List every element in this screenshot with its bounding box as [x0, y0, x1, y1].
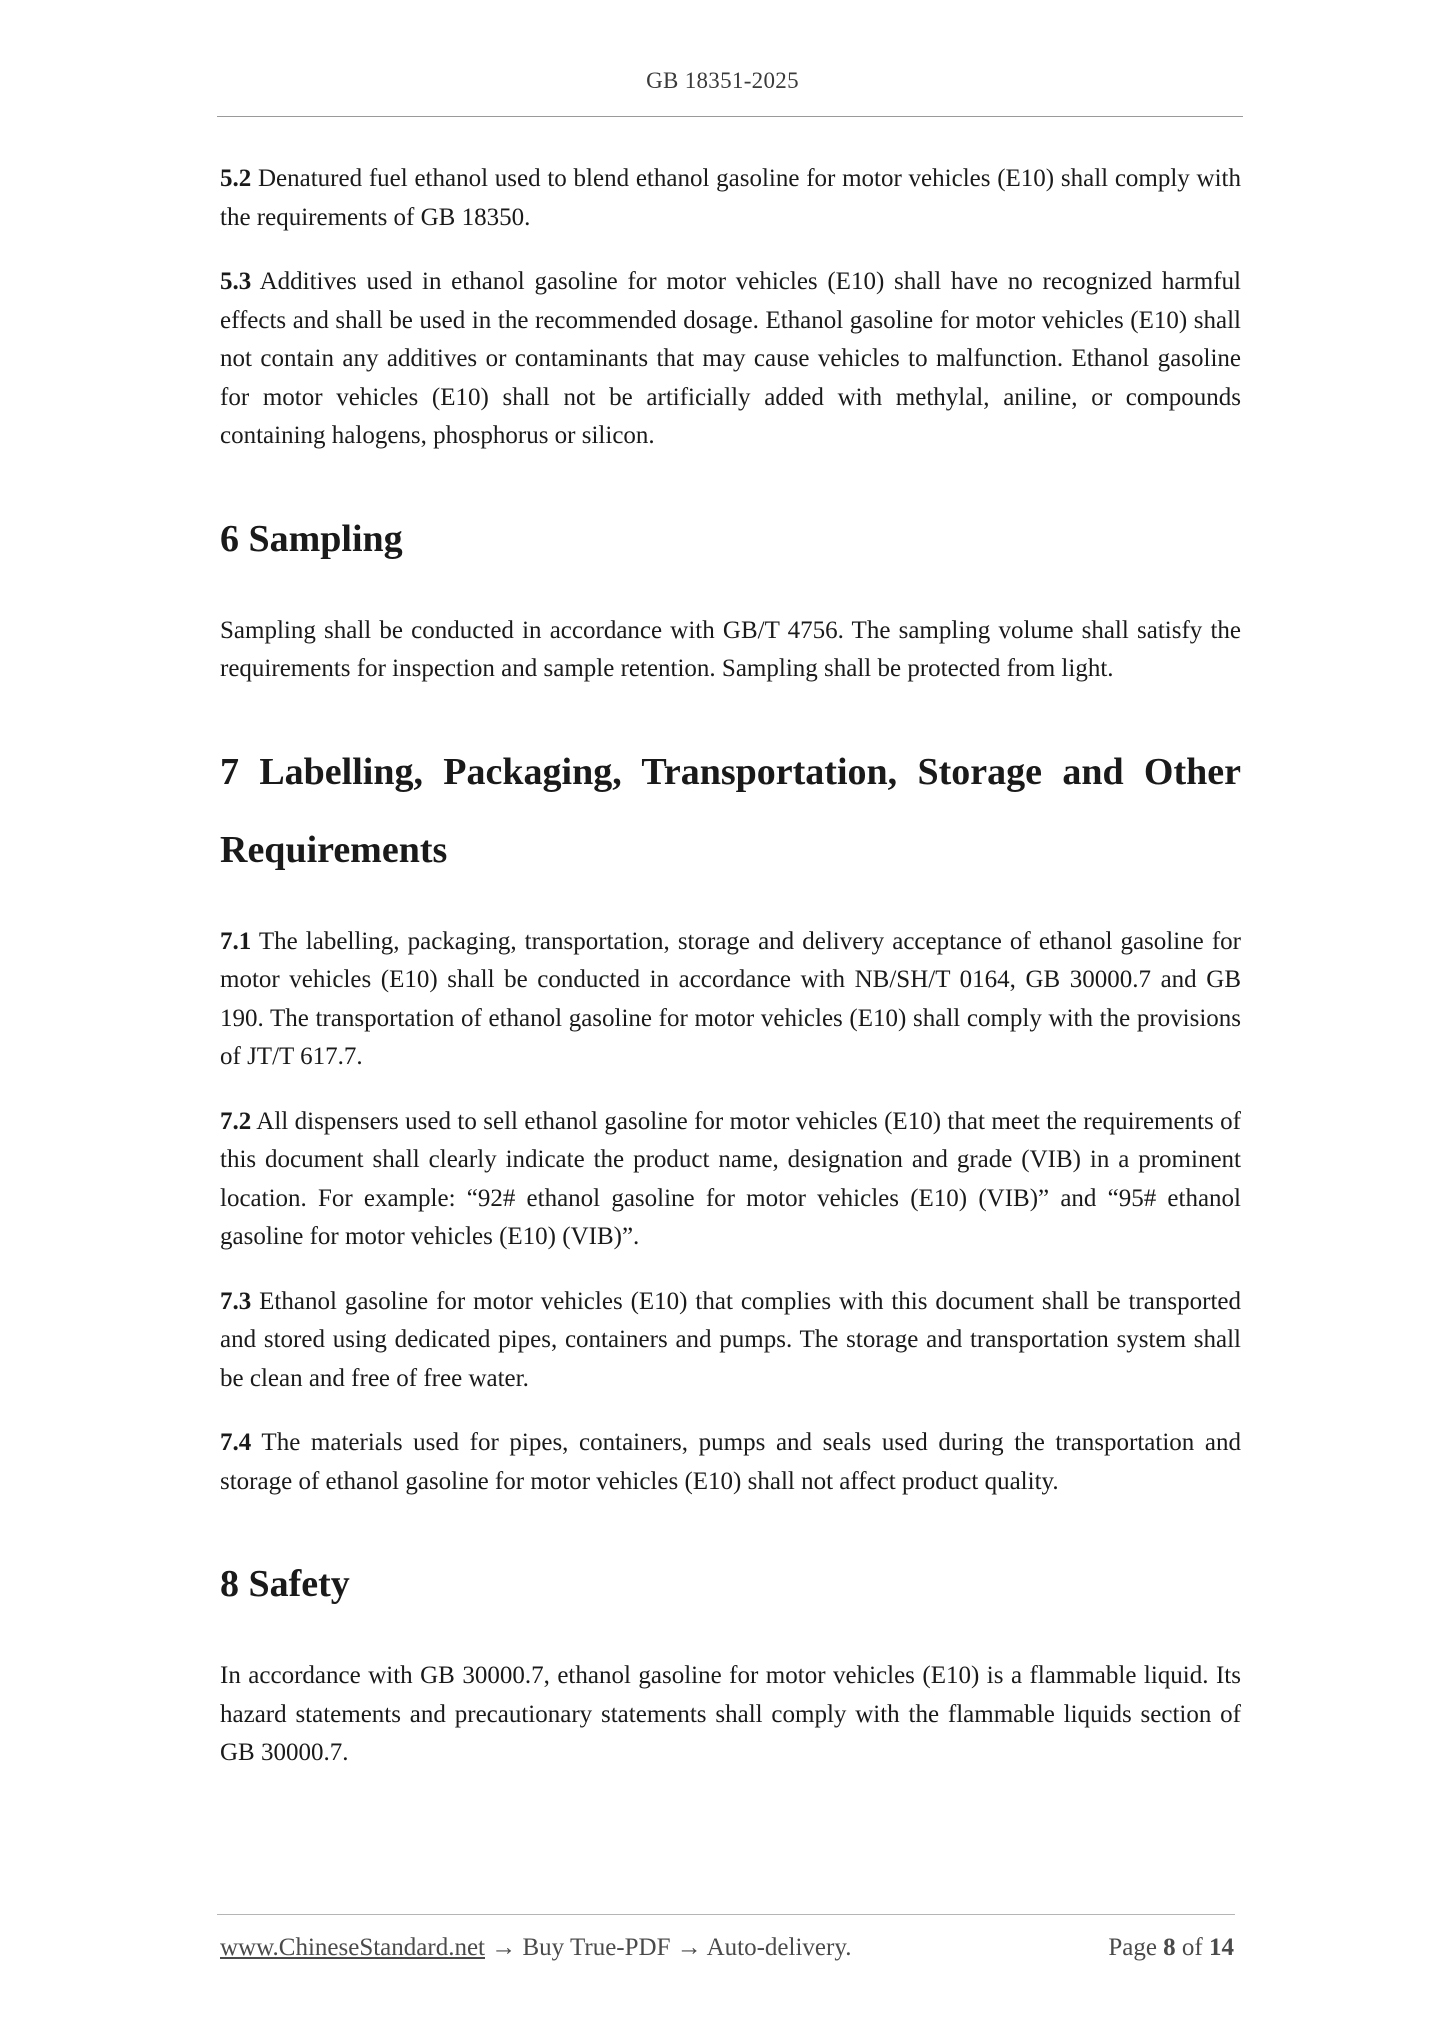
arrow-right-icon: →: [670, 1934, 707, 1961]
footer-divider: [217, 1914, 1235, 1915]
clause-5-2: [220, 160, 1241, 237]
page-label: Page: [1108, 1934, 1164, 1961]
clause-number: 7.4: [220, 1429, 252, 1456]
clause-text: Additives used in ethanol gasoline for motor vehicles (E10) shall have no recognized harmful effects and shall be used in the recommended dosage. Ethanol gasoline for motor vehicles (E10) shall not contain any additives or contaminants that may cause vehicles to malfunction. Ethanol gasoline for motor vehicles (E10) shall not be artificially added with methylal, aniline, or compounds containing halogens, phosphorus or silicon.: [220, 268, 1241, 449]
clause-text: Denatured fuel ethanol used to blend ethanol gasoline for motor vehicles (E10) shall comply with the requirements of GB 18350.: [220, 165, 1241, 231]
section-heading-labelling: 7 Labelling, Packaging, Transportation, Storage and Other Requirements: [220, 750, 1241, 871]
safety-paragraph: In accordance with GB 30000.7, ethanol gasoline for motor vehicles (E10) is a flammable liquid. Its hazard statements and precautionary statements shall comply with the flammable liquids section of GB 30000.7.: [220, 1662, 1241, 1766]
clause-number: 5.2: [220, 165, 252, 192]
page-number: [1108, 1934, 1234, 1962]
current-page: 8: [1163, 1934, 1176, 1961]
section-heading-safety: 8 Safety: [220, 1563, 350, 1605]
arrow-right-icon: →: [485, 1934, 523, 1961]
clause-5-3: [220, 263, 1241, 456]
running-header-doc-id: GB 18351-2025: [646, 68, 799, 93]
clause-7-1: [220, 923, 1241, 1077]
clause-number: 5.3: [220, 268, 252, 295]
page-content: [220, 160, 1241, 1799]
clause-text: The materials used for pipes, containers, pumps and seals used during the transportation and storage of ethanol gasoline for motor vehicles (E10) shall not affect product quality.: [220, 1429, 1241, 1495]
clause-7-2: [220, 1103, 1241, 1257]
clause-number: 7.1: [220, 927, 252, 955]
clause-number: 7.2: [220, 1107, 252, 1135]
clause-text: The labelling, packaging, transportation, storage and delivery acceptance of ethanol gasoline for motor vehicles (E10) shall be conducted in accordance with NB/SH/T 0164, GB 30000.7 and GB 190. The transportation of ethanol gasoline for motor vehicles (E10) shall comply with the provisions of JT/T 617.7.: [220, 927, 1241, 1070]
clause-text: Ethanol gasoline for motor vehicles (E10) that complies with this document shall be transported and stored using dedicated pipes, containers and pumps. The storage and transportation system shall be clean and free of free water.: [220, 1287, 1241, 1392]
buy-pdf-text: Buy True-PDF: [522, 1934, 671, 1961]
clause-text: All dispensers used to sell ethanol gasoline for motor vehicles (E10) that meet the requirements of this document shall clearly indicate the product name, designation and grade (VIB) in a prominent location. For example: “92# ethanol gasoline for motor vehicles (E10) (VIB)” and “95# ethanol gasoline for motor vehicles (E10) (VIB)”.: [220, 1107, 1241, 1250]
clause-7-3: [220, 1283, 1241, 1399]
footer-promo: [220, 1934, 851, 1962]
total-pages: 14: [1209, 1934, 1234, 1961]
header-divider: [217, 116, 1243, 117]
of-label: of: [1175, 1934, 1209, 1961]
website-link[interactable]: www.ChineseStandard.net: [220, 1934, 485, 1961]
auto-delivery-text: Auto-delivery.: [706, 1934, 852, 1961]
clause-number: 7.3: [220, 1287, 252, 1315]
sampling-paragraph: Sampling shall be conducted in accordance with GB/T 4756. The sampling volume shall satisfy the requirements for inspection and sample retention. Sampling shall be protected from light.: [220, 616, 1241, 682]
section-heading-sampling: 6 Sampling: [220, 517, 403, 560]
clause-7-4: [220, 1424, 1241, 1501]
